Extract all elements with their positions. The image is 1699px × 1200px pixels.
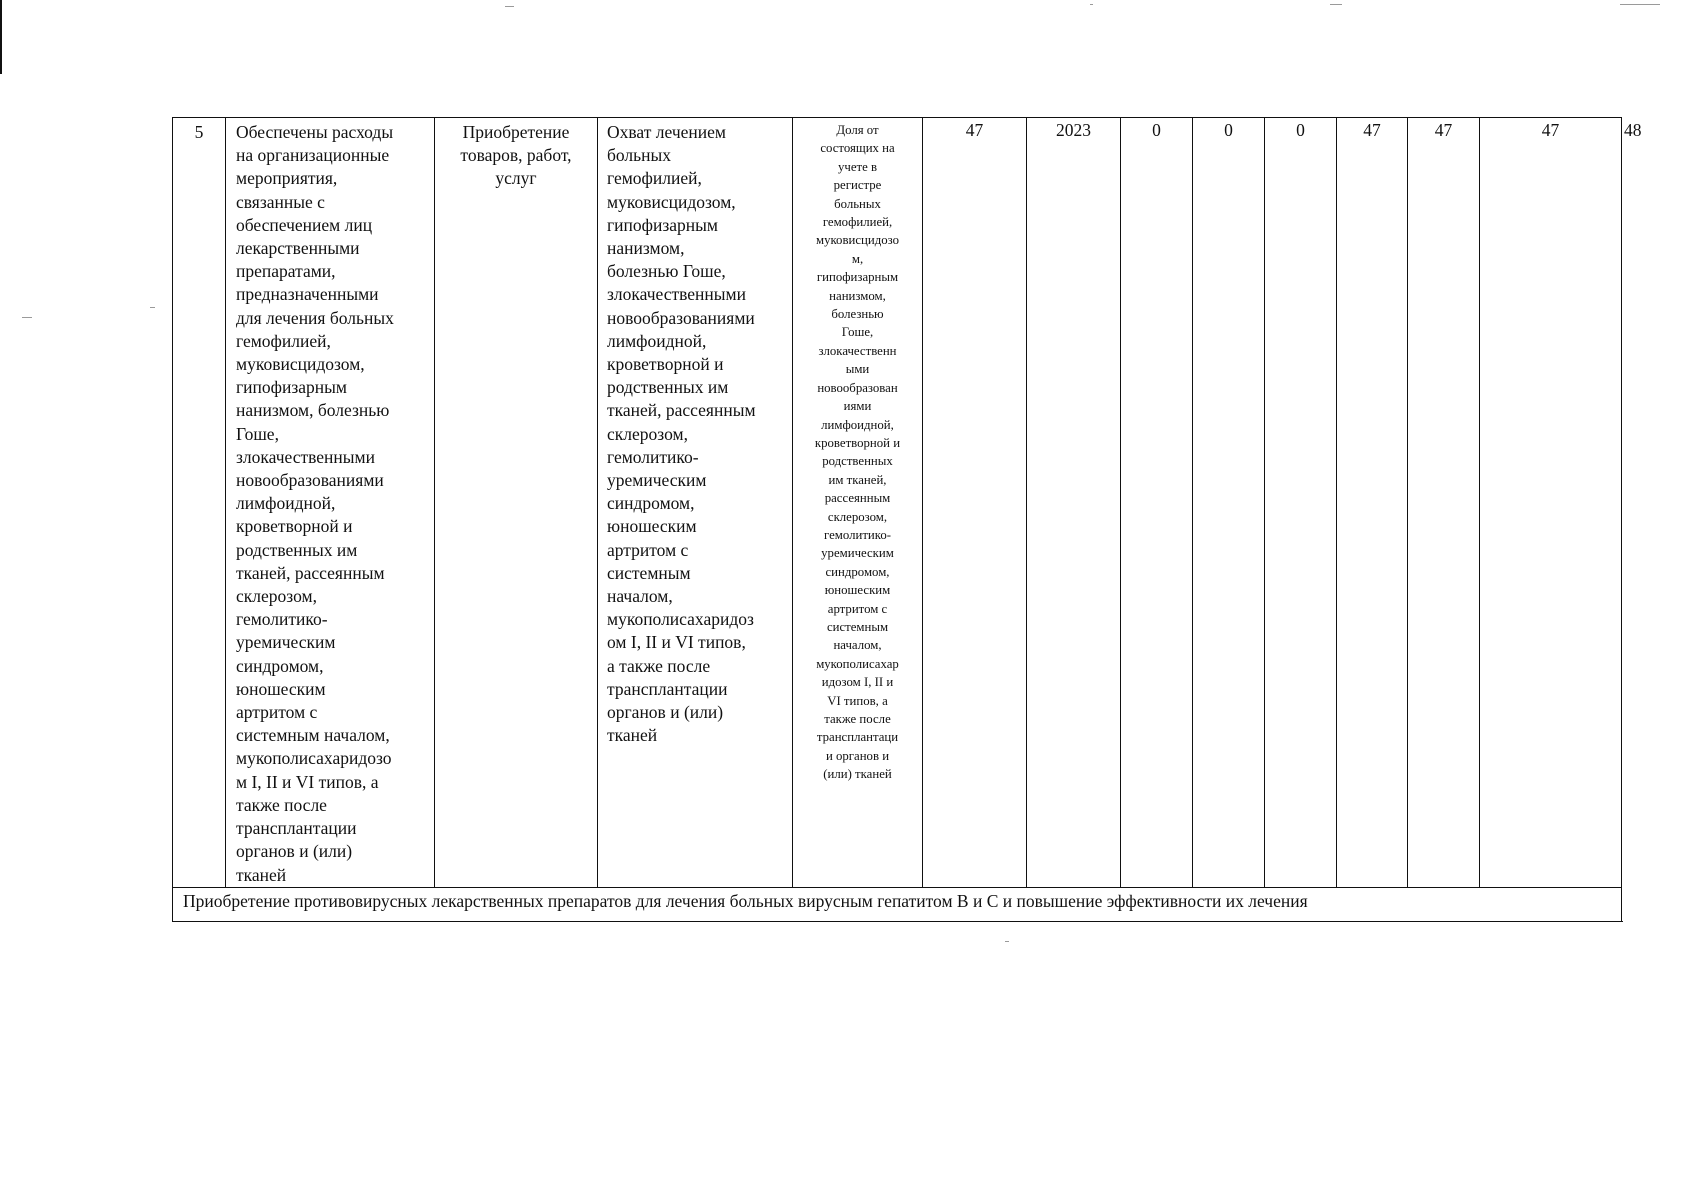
scan-speck <box>505 6 514 7</box>
value-cell: 47 <box>1337 118 1408 888</box>
unit-cell: Доля от состоящих на учете в регистре больных гемофилией, муковисцидозо м, гипофизарным нанизмом, болезнью Гоше, злокачественн ыми новообразован иями лимфоидной, кроветворной и родственных им тканей, рассеянным склерозом, гемолитико- уремическим синдромом, юношеским артритом с системным началом, мукополисахар идозом I, II и VI типов, а также после трансплантаци и органов и (или) тканей <box>793 118 923 888</box>
scan-speck <box>22 317 32 318</box>
indicator-table <box>172 117 1642 922</box>
row-number-cell: 5 <box>173 118 226 888</box>
indicator-name-cell: Охват лечением больных гемофилией, муковисцидозом, гипофизарным нанизмом, болезнью Гоше, злокачественными новообразованиями лимфоидной, кроветворной и родственных им тканей, рассеянным склерозом, гемолитико- уремическим синдромом, юношеским артритом с системным началом, мукополисахаридоз ом I, II и VI типов, а также после трансплантации органов и (или) тканей <box>598 118 793 888</box>
result-cell: Обеспечены расходы на организационные мероприятия, связанные с обеспечением лиц лекарственными препаратами, предназначенными для лечения больных гемофилией, муковисцидозом, гипофизарным нанизмом, болезнью Гоше, злокачественными новообразованиями лимфоидной, кроветворной и родственных им тканей, рассеянным склерозом, гемолитико- уремическим синдромом, юношеским артритом с системным началом, мукополисахаридозо м I, II и VI типов, а также после трансплантации органов и (или) тканей <box>226 118 435 888</box>
section-heading-cell: Приобретение противовирусных лекарственных препаратов для лечения больных вирусным гепатитом B и C и повышение эффективности их лечения <box>173 887 1622 921</box>
scan-speck <box>1090 4 1093 5</box>
scan-speck <box>1330 4 1342 5</box>
value-cell: 0 <box>1121 118 1193 888</box>
value-cell: 47 <box>1408 118 1480 888</box>
value-cell: 0 <box>1265 118 1337 888</box>
page-edge-mark <box>0 0 2 74</box>
value-cell: 0 <box>1193 118 1265 888</box>
table-row: 5 Обеспечены расходы на организационные мероприятия, связанные с обеспечением лиц лекарственными препаратами, предназначенными для лечения больных гемофилией, муковисцидозом, гипофизарным нанизмом, болезнью Гоше, злокачественными новообразованиями лимфоидной, кроветворной и родственных им тканей, рассеянным склерозом, гемолитико- уремическим синдромом, юношеским артритом с системным началом, мукополисахаридозо м I, II и VI типов, а также после трансплантации органов и (или) тканей Приобретение товаров, работ, услуг Охват лечением больных гемофилией, муковисцидозом, гипофизарным нанизмом, болезнью Гоше, злокачественными новообразованиями лимфоидной, кроветворной и родственных им тканей, рассеянным склерозом, гемолитико- уремическим синдромом, юношеским артритом с системным началом, мукополисахаридоз ом I, II и VI типов, а также после трансплантации органов и (или) тканей Доля от состоящих на учете в регистре больных гемофилией, муковисцидозо м, гипофизарным нанизмом, болезнью Гоше, злокачественн ыми новообразован иями лимфоидной, кроветворной и родственных им тканей, рассеянным склерозом, гемолитико- уремическим синдромом, юношеским артритом с системным началом, мукополисахар идозом I, II и VI типов, а также после трансплантаци и органов и (или) тканей 47 2023 0 0 0 47 47 47 48 <box>173 118 1622 888</box>
scan-speck <box>1005 941 1009 942</box>
value-cell: 2023 <box>1027 118 1121 888</box>
result-type-cell: Приобретение товаров, работ, услуг <box>435 118 598 888</box>
scan-speck <box>1620 4 1660 5</box>
value-cell: 47 <box>923 118 1027 888</box>
value-cell: 47 <box>1480 118 1622 888</box>
table-row <box>173 887 1622 921</box>
scan-speck <box>150 307 155 308</box>
